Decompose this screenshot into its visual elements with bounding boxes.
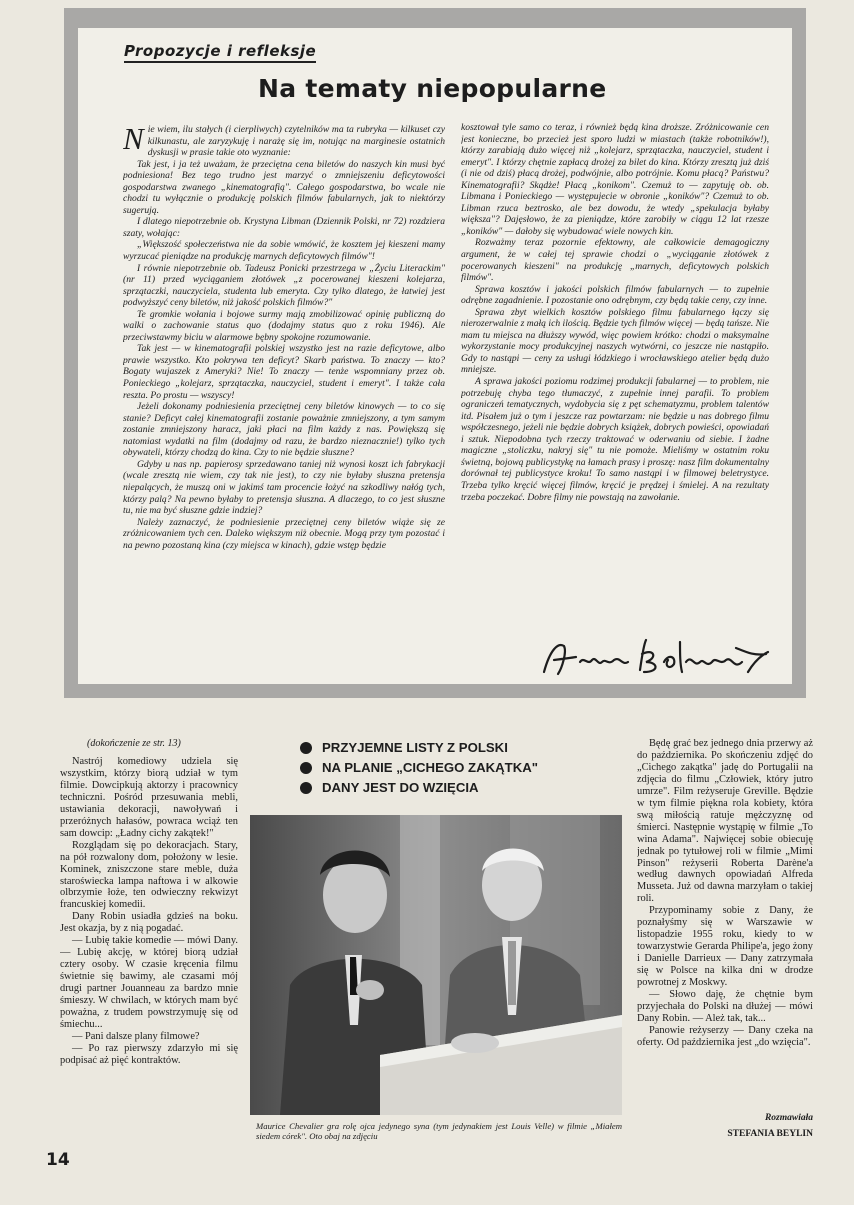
paragraph: Sprawa kosztów i jakości polskich filmów fabularnych — to zupełnie odrębne zagadnienie. I pozostanie ono odrębnym, czy będą takie ceny, czy inne. [461, 283, 769, 307]
photo-caption: Maurice Chevalier gra rolę ojca jedynego syna (tym jedynakiem jest Louis Velle) w filmie „Miałem siedem córek". Oto obaj na zdjęciu [256, 1121, 622, 1141]
paragraph: — Słowo daję, że chętnie bym przyjechała do Polski na dłużej — mówi Dany Robin. — Ależ tak, tak... [637, 989, 813, 1024]
column-text-left [123, 124, 445, 674]
column-frame [64, 8, 806, 698]
paragraph: Tak jest, i ja też uważam, że przeciętna cena biletów do naszych kin musi być podniesiona! Bez tego trudno jest marzyć o zmniejszeniu deficytowości gospodarstwa zwanego „kinematografią". Całego gospodarstwa, bo wcale nie chodzi tu wyłącznie o produkcję polskich filmów fabularnych, jak to niektórzy sugerują. [123, 158, 445, 216]
paragraph: Jeżeli dokonamy podniesienia przeciętnej ceny biletów kinowych — to co się stanie? Deficyt całej kinematografii zostanie poważnie zmniejszony, a tym samym zostanie zmniejszony haracz, jaki płaci na film każdy z nas. Powiększą się natomiast wydatki na film (dodajmy od razu, że bardzo nieznacznie!) tylko tych obywateli, którzy chodzą do kina. Czy to nie będzie słuszne? [123, 401, 445, 459]
photo-illustration [250, 815, 622, 1115]
paragraph: Rozważmy teraz pozornie efektowny, ale całkowicie demagogiczny argument, że w całej tej sprawie chodzi o „wyciąganie złotówek z pocerowanych kieszeni" na produkcję „marnych, deficytowych polskich filmów". [461, 237, 769, 284]
byline [637, 1110, 813, 1142]
article-column-right [637, 738, 813, 1066]
headline-item: NA PLANIE „CICHEGO ZAKĄTKA" [300, 758, 630, 778]
column-headline: Na tematy niepopularne [258, 74, 607, 103]
article-column-left [60, 756, 238, 1141]
column-box [78, 28, 792, 684]
film-still-photo [250, 815, 622, 1115]
bullet-dot-icon [300, 742, 312, 754]
paragraph: „Większość społeczeństwa nie da sobie wmówić, że kosztem jej kieszeni mamy wyrzucać pieniądze na produkcję marnych deficytowych filmów"! [123, 239, 445, 263]
paragraph: I dlatego niepotrzebnie ob. Krystyna Libman (Dziennik Polski, nr 72) rozdziera szaty, wołając: [123, 216, 445, 239]
rubric-title: Propozycje i refleksje [124, 42, 316, 63]
paragraph: A sprawa jakości poziomu rodzimej produkcji fabularnej — to problem, nie potrzebuję chyba tego tłumaczyć, z zupełnie innej parafii. To problem ograniczeń tematycznych, wydobycia się z pęt schematyzmu, problem talentów itd. Pisałem już o tym i jeszcze raz powtarzam: nie będzie u nas dobrego filmu współczesnego, jeżeli nie będzie dobrych książek, dobrych powieści, opowiadań i sztuk. Niepodobna tych rzeczy traktować w oderwaniu od siebie. I żadne magiczne „stoliczku, nakryj się" tu nie pomoże. Mieliśmy w ostatnim roku świetną, bojową publicystykę na łamach prasy i proszę: nasz film dokumentalny dorównał tej publicystyce kroku! To samo nastąpi i w filmowej beletrystyce. Trzeba tylko kręcić więcej filmów, kręcić je prędzej i śmielej. A na rezultaty trzeba poczekać. Dobre filmy nie powstają na zawołanie. [461, 376, 769, 503]
paragraph: Panowie reżyserzy — Dany czeka na oferty. Od października jest „do wzięcia". [637, 1024, 813, 1048]
paragraph: Te gromkie wołania i bojowe surmy mają zmobilizować opinię publiczną do walki o zachowanie status quo (dodajmy status quo z roku 1946). Ale przeciwstawmy biciu w alarmowe bębny spokojne rozumowanie. [123, 308, 445, 343]
paragraph: Tak jest — w kinematografii polskiej wszystko jest na razie deficytowe, albo prawie wszystko. Kto pokrywa ten deficyt? Skarb państwa. To znaczy — kto? Bogaty wujaszek z Ameryki? Nie! To znaczy — tenże wspomniany przez ob. Ponieckiego „kolejarz, sprzątaczka, nauczyciel, student i emeryt". I także cała reszta. Po prostu — wszyscy! [123, 343, 445, 401]
paragraph: — Po raz pierwszy zdarzyło mi się podpisać aż pięć kontraktów. [60, 1042, 238, 1066]
paragraph: — Lubię takie komedie — mówi Dany. — Lubię akcję, w której biorą udział cztery osoby. W czasie kręcenia filmu świetnie się bawimy, ale czasami mój drugi partner Jouanneau za bardzo mnie śmieszy. W chwilach, w których mam być poważna, z trudem powstrzymuję się od śmiechu... [60, 935, 238, 1030]
bullet-dot-icon [300, 782, 312, 794]
paragraph: Dany Robin usiadła gdzieś na boku. Jest okazja, by z nią pogadać. [60, 911, 238, 935]
paragraph: kosztował tyle samo co teraz, i również będą kina droższe. Zróżnicowanie cen jest konieczne, bo przecież jest sporo ludzi w miastach (także robotników!), którzy zarabiają dużo więcej niż „kolejarz, sprzątaczka, nauczyciel, student i emeryt". I którzy chętnie zapłacą drożej za bilet do kina. Którzy zresztą już dziś (i nie od dziś) płacą drożej, podwójnie, albo potrójnie. Komu płacą? Państwu? Kinematografii? Skądże! Płacą „konikom". Czemuż to — zapytuję ob. ob. Libmana i Ponieckiego — występujecie w obronie „koników"? Czemuż to ob. Libman rzuca beztrosko, ale bez dowodu, że wtedy „spekulacja byłaby większa"? Dajęsłowo, że za pieniądze, które zarobiły w ciągu 12 lat rzesze „koników" — dałoby się wybudować wiele nowych kin. [461, 122, 769, 237]
page-number: 14 [46, 1150, 70, 1170]
paragraph: — Pani dalsze plany filmowe? [72, 1030, 200, 1042]
paragraph: Będę grać bez jednego dnia przerwy aż do października. Po skończeniu zdjęć do „Cichego zakątka" jadę do Portugalii na zdjęcia do filmu „Człowiek, który jutro umrze". Film reżyseruje Greville. Będzie w tym filmie piękna rola kobiety, która swą miłością ratuje mężczyznę od śmierci. Następnie wystąpię w filmie „To wina Adama". Najwięcej sobie obiecuję jednak po tytułowej roli w filmie „Mimi Pinson" reżyserii Roberta Darène'a według dawnych opowiadań Alfreda Musseta. Już od dawna marzyłam o takiej roli. [637, 738, 813, 905]
paragraph: Rozglądam się po dekoracjach. Stary, na pół rozwalony dom, położony w lesie. Kominek, zniszczone stare meble, duża staroświecka lampa naftowa i w alkowie olbrzymie łoże, ten odwieczny rekwizyt francuskiej komedii. [60, 839, 238, 911]
headline-item: PRZYJEMNE LISTY Z POLSKI [300, 738, 630, 758]
author-signature [536, 632, 776, 682]
byline-name: STEFANIA BEYLIN [727, 1129, 813, 1139]
column-text-right [461, 122, 769, 610]
paragraph: Sprawa zbyt wielkich kosztów polskiego filmu fabularnego łączy się nierozerwalnie z małą ich ilością. Będzie tych filmów więcej — będą tańsze. Nie mam tu miejsca na dłuższy wywód, więc powiem krótko: chodzi o maksymalne wykorzystanie mocy produkcyjnej naszych wytwórni, co jeszcze nie nastąpiło. Gdy to nastąpi — ceny za usługi łódzkiego i wrocławskiego atelier będą dużo mniejsze. [461, 306, 769, 376]
bullet-dot-icon [300, 762, 312, 774]
paragraph: Należy zaznaczyć, że podniesienie przeciętnej ceny biletów wiąże się ze zróżnicowaniem tych cen. Daleko większym niż obecnie. Mogą przy tym pozostać i na pewno pozostaną kina (czy miejsca w kinach), gdzie wstęp będzie [123, 516, 445, 551]
headline-item: DANY JEST DO WZIĘCIA [300, 778, 630, 798]
byline-label: Rozmawiała [764, 1113, 813, 1123]
continuation-note: (dokończenie ze str. 13) [87, 738, 181, 749]
paragraph: Nastrój komediowy udziela się wszystkim, którzy biorą udział w tym filmie. Dowcipkują aktorzy i pracownicy techniczni. Pośród przesuwania mebli, ustawiania dekoracji, nawoływań i przeróżnych hałasów, powraca wciąż ten sam dowcip: „Ładny cichy zakątek!" [60, 756, 238, 839]
paragraph: Gdyby u nas np. papierosy sprzedawano taniej niż wynosi koszt ich fabrykacji (wcale zresztą nie wiem, czy tak nie jest), to czy nie byłaby słuszna pretensja niepalących, że muszą oni w jakimś tam procencie łożyć na szkodliwy nałóg tych, którzy palą? Na pewno byłaby to pretensja słuszna. A dlaczego, to co jest słuszne tu, nie ma być słuszne gdzie indziej? [123, 458, 445, 517]
paragraph: I równie niepotrzebnie ob. Tadeusz Ponicki przestrzega w „Życiu Literackim" (nr 11) przed wyciąganiem złotówek „z pocerowanej kieszeni kolejarza, sprzątaczki, nauczyciela, studenta lub emeryta. Czy tylko dlatego, że łatwiej jest podwyższyć ceny biletów, niż jakość polskich filmów?" [123, 262, 445, 309]
paragraph: Przypominamy sobie z Dany, że poznałyśmy się w Warszawie w listopadzie 1955 roku, kiedy to w towarzystwie Gerarda Philipe'a, jego żony i Danielle Darrieux — Dany zatrzymała się w Polsce na kilka dni w drodze powrotnej z Moskwy. [637, 905, 813, 989]
paragraph: Nie wiem, ilu stałych (i cierpliwych) czytelników ma ta rubryka — kilkuset czy kilkunastu, ale zaryzykuję i narażę się im, notując na marginesie ostatnich dyskusji w prasie takie oto wyznanie: [123, 124, 445, 159]
drop-cap: N [123, 124, 144, 156]
article-headlines [300, 738, 630, 798]
